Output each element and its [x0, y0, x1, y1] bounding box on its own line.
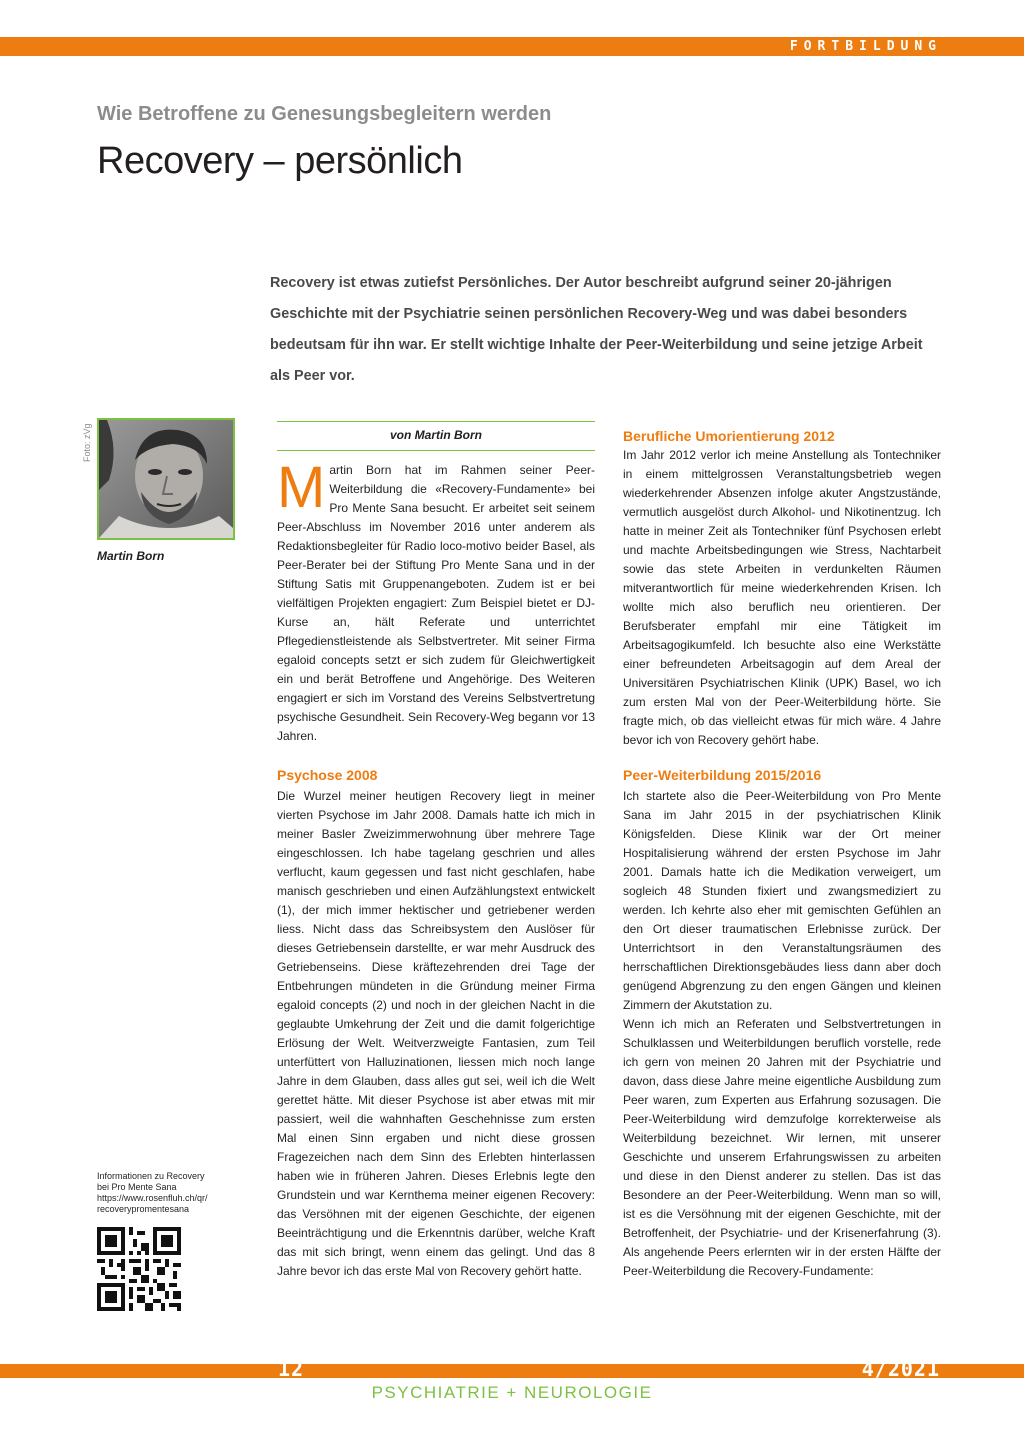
side-info-line: Informationen zu Recovery	[97, 1171, 205, 1181]
paragraph: Wenn ich mich an Referaten und Selbstvertretungen in Schulklassen und Weiterbildungen beruflich vorstelle, rede ich gern von meinen 20 Jahren mit der Psychiatrie und davon, dass diese Jahre meine eigentliche Ausbildung zum Peer waren, zum Experten aus Erfahrung sozusagen. Die Peer-Weiterbildung wird demzufolge korrekterweise als Weiterbildung bezeichnet. Wir lernen, mit unserer Geschichte und unserem Erfahrungswissen zu arbeiten und diese in den Dienst anderer zu stellen. Das ist das Besondere an der Peer-Weiterbildung. Wenn man so will, ist es die Versöhnung mit der eigenen Geschichte, mit der Betroffenheit, der Psychiatrie- und der Krisenerfahrung (3). Als angehende Peers erlernten wir in der ersten Hälfte der Peer-Weiterbildung die Recovery-Fundamente:	[623, 1017, 941, 1278]
article-title: Recovery – persönlich	[97, 140, 463, 182]
heading-peer-weiterbildung: Peer-Weiterbildung 2015/2016	[623, 767, 822, 783]
side-info	[97, 1171, 242, 1215]
section-psychose	[277, 787, 595, 1281]
paragraph: Im Jahr 2012 verlor ich meine Anstellung als Tontechniker in einem mittelgrossen Veranstaltungsbetrieb wegen wiederkehrender Absenzen infolge akuter Angstzustände, vermutlich ausgelöst durch Alkohol- und Nikotinentzug. Ich hatte in meiner Zeit als Tontechniker fünf Psychosen erlebt und machte Arbeitsbedingungen wie Stress, Nachtarbeit sowie das stete Arbeiten in verdunkelten Räumen mitverantwortlich für meine wiederkehrenden Krisen. Ich wollte mich also beruflich neu orientieren. Der Berufsberater empfahl mir eine Tätigkeit im Arbeitsagogikumfeld. Ich besuchte also eine Werkstätte einer befreundeten Arbeitsagogin auf dem Areal der Universitären Psychiatrischen Klinik (UPK) Basel, wo ich zum ersten Mal von der Peer-Weiterbildung hörte. Sie fragte mich, ob das vielleicht etwas für mich wäre. 4 Jahre bevor ich von Recovery gehört habe.	[623, 448, 941, 747]
intro-text: artin Born hat im Rahmen seiner Peer-Weiterbildung die «Recovery-Fundamente» bei Pro Mente Sana besucht. Er arbeitet seit seinem Peer-Abschluss im November 2016 unter anderem als Redaktionsbegleiter für Radio loco-motivo beider Basel, als Peer-Berater bei der Stiftung Pro Mente Sana und in der Stiftung Satis mit Gruppenangeboten. Zudem ist er bei vielfältigen Projekten engagiert: Zum Beispiel bietet er DJ-Kurse an, hält Referate und unterrichtet Pflegedienstleistende als Selbstvertreter. Mit seiner Firma egaloid concepts setzt er sich zudem für Gleichwertigkeit ein und berät Betroffene und Angehörige. Des Weiteren engagiert er sich im Vorstand des Vereins Selbstvertretung psychische Gesundheit. Sein Recovery-Weg begann vor 13 Jahren.	[277, 463, 595, 743]
section-umorientierung	[623, 446, 941, 750]
qr-code-icon[interactable]	[97, 1227, 181, 1311]
byline-rule-top	[277, 421, 595, 422]
page-number: 12	[278, 1357, 305, 1381]
author-portrait	[97, 418, 235, 540]
heading-umorientierung: Berufliche Umorientierung 2012	[623, 428, 835, 444]
side-info-line: bei Pro Mente Sana	[97, 1182, 177, 1192]
paragraph: Ich startete also die Peer-Weiterbildung von Pro Mente Sana im Jahr 2015 in der psychiatrischen Klinik Königsfelden. Diese Klinik war der Ort meiner Hospitalisierung während der ersten Psychose im Jahr 2001. Damals hatte ich die Medikation verweigert, um sogleich 48 Stunden fixiert und zwangsmediziert zu werden. Ich kehrte also eher mit gemischten Gefühlen an den Ort dieser traumatischen Erlebnisse zurück. Der Unterrichtsort in den Veranstaltungsräumen des herrschaftlichen Direktionsgebäudes liess dann aber doch genügend Abgrenzung zu den engen Gängen und kleinen Zimmern der Akutstation zu.	[623, 789, 941, 1012]
side-info-link[interactable]: recoverypromentesana	[97, 1204, 190, 1214]
portrait-caption: Martin Born	[97, 549, 165, 563]
byline-rule-bottom	[277, 450, 595, 451]
section-peer-weiterbildung	[623, 787, 941, 1281]
article-kicker: Wie Betroffene zu Genesungsbegleitern werden	[97, 103, 552, 125]
section-tag: FORTBILDUNG	[789, 39, 942, 54]
journal-name: PSYCHIATRIE + NEUROLOGIE	[371, 1383, 653, 1402]
portrait-image	[99, 420, 233, 538]
paragraph: Die Wurzel meiner heutigen Recovery liegt in meiner vierten Psychose im Jahr 2008. Damals hatte ich mich in meiner Basler Zweizimmerwohnung über mehrere Tage eingeschlossen. Ich habe tagelang geschrien und alles verflucht, kaum gegessen und fast nicht geschlafen, habe manisch geschrieben und einen Aufzählungstext entwickelt (1), der mich immer hektischer und getriebener werden liess. Nicht dass das Schreibsystem den Auslöser für dieses Getriebensein darstellte, er war mehr Ausdruck des Getriebenseins. Diese kräftezehrenden drei Tage der Entbehrungen mündeten in die Gründung meiner Firma egaloid concepts (2) und noch in der gleichen Nacht in die geglaubte Umkehrung der Zeit und die damit folgerichtige Erlösung der Welt. Weitverzweigte Fantasien, zum Teil unterfüttert von Halluzinationen, liessen mich noch lange Jahre in dem Glauben, dass alles gut sei, weil ich die Welt gerettet hätte. Mit dieser Psychose ist aber etwas mit mir passiert, weil die wahnhaften Geschehnisse zum ersten Mal einen Sinn ergaben und nicht diese grossen Fragezeichen nach dem Sinn des Erlebten hinterlassen haben wie in früheren Jahren. Dieses Erlebnis legte den Grundstein und war Kernthema meiner eigenen Recovery: das Versöhnen mit der eigenen Geschichte, der eigenen Beeinträchtigung und die Erkenntnis darüber, welche Kraft das mit sich bringt, wenn einem das gelingt. Und das 8 Jahre bevor ich das erste Mal von Recovery gehört hatte.	[277, 789, 595, 1278]
heading-psychose: Psychose 2008	[277, 767, 378, 783]
drop-cap: M	[277, 455, 326, 520]
byline: von Martin Born	[390, 428, 482, 442]
photo-credit: Foto: zVg	[82, 423, 92, 462]
article-lead: Recovery ist etwas zutiefst Persönliches. Der Autor beschreibt aufgrund seiner 20-jährigen Geschichte mit der Psychiatrie seinen persönlichen Recovery-Weg und was dabei besonders bedeutsam für ihn war. Er stellt wichtige Inhalte der Peer-Weiterbildung und seine jetzige Arbeit als Peer vor.	[270, 275, 923, 384]
intro-paragraph	[277, 455, 595, 746]
side-info-link[interactable]: https://www.rosenfluh.ch/qr/	[97, 1193, 208, 1203]
issue-number: 4/2021	[861, 1357, 940, 1381]
